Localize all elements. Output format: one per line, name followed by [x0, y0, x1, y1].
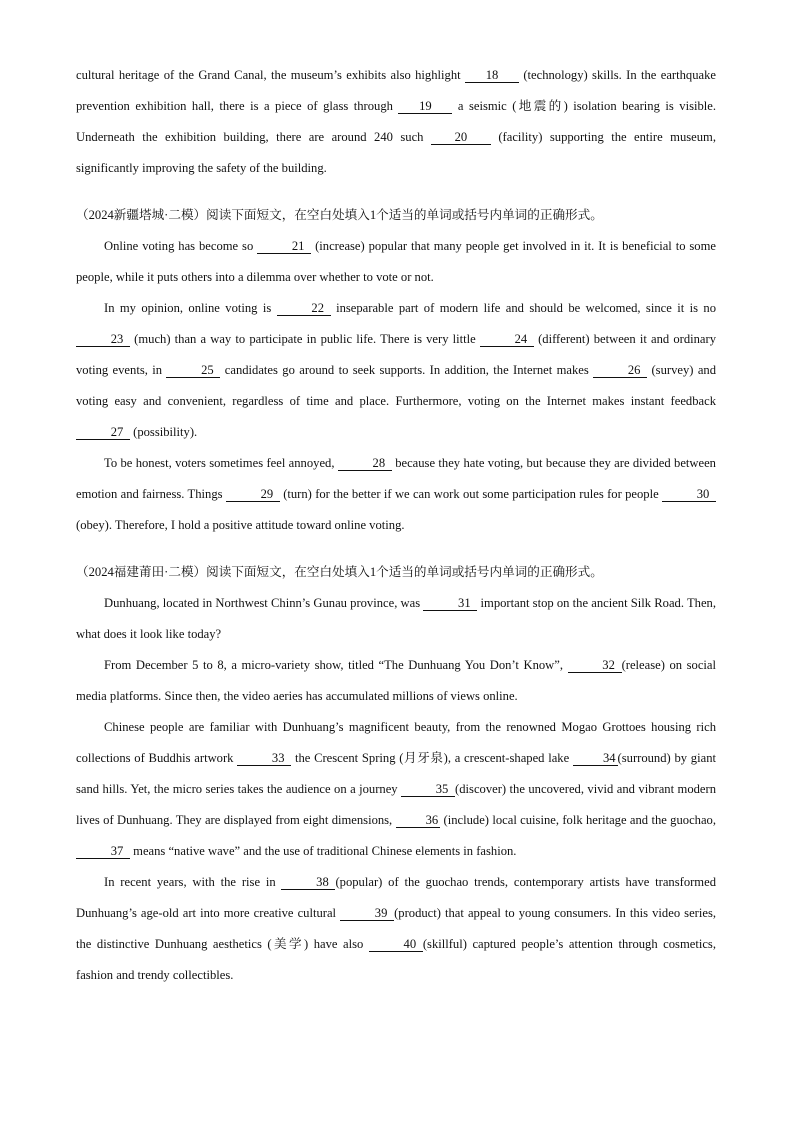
blank-26[interactable]: 26 — [593, 363, 647, 378]
blank-19[interactable]: 19 — [398, 99, 452, 114]
blank-20[interactable]: 20 — [431, 130, 491, 145]
blank-38[interactable]: 38 — [281, 875, 335, 890]
blank-34[interactable]: 34 — [573, 751, 618, 766]
blank-22[interactable]: 22 — [277, 301, 331, 316]
passage1-paragraph-1: Online voting has become so 21 (increase) popular that many people get involved in it. It is beneficial to some people, while it puts others into a dilemma over whether to vote or not. — [76, 239, 716, 284]
passage1-paragraph-2: In my opinion, online voting is 22 inseparable part of modern life and should be welcomed, since it is no 23 (much) than a way to participate in public life. There is very little 24 (different) between it and ordinary voting events, in 25 candidates go around to seek supports. In addition, the Internet makes 26 (survey) and voting easy and convenient, regardless of time and place. Furthermore, voting on the Internet makes instant feedback 27 (possibility). — [76, 301, 717, 439]
passage2-paragraph-3: Chinese people are familiar with Dunhuang’s magnificent beauty, from the renowned Mogao Grottoes housing rich collections of Buddhis artwork 33 the Crescent Spring (月牙泉), a crescent-shaped lake 34 (surround) by giant sand hills. Yet, the micro series takes the audience on a journey 35 (discover) the uncovered, vivid and vibrant modern lives of Dunhuang. They are displayed from eight dimensions, 36 (include) local cuisine, folk heritage and the guochao, 37 means “native wave” and the use of traditional Chinese elements in fashion. — [76, 720, 716, 858]
blank-36[interactable]: 36 — [396, 813, 441, 828]
passage1-heading: （2024新疆塔城·二模）阅读下面短文，在空白处填入1个适当的单词或括号内单词的正确形式。 — [76, 208, 603, 222]
blank-25[interactable]: 25 — [166, 363, 220, 378]
document-page — [76, 60, 716, 991]
blank-32[interactable]: 32 — [568, 658, 622, 673]
blank-35[interactable]: 35 — [401, 782, 455, 797]
blank-39[interactable]: 39 — [340, 906, 394, 921]
blank-27[interactable]: 27 — [76, 425, 130, 440]
blank-40[interactable]: 40 — [369, 937, 423, 952]
blank-23[interactable]: 23 — [76, 332, 130, 347]
passage0-paragraph-1: cultural heritage of the Grand Canal, the museum’s exhibits also highlight 18 (technology) skills. In the earthquake prevention exhibition hall, there is a piece of glass through 19 a seismic (地震的) isolation bearing is visible. Underneath the exhibition building, there are around 240 such 20 (facility) supporting the entire museum, significantly improving the safety of the building. — [76, 68, 716, 175]
passage2-paragraph-1: Dunhuang, located in Northwest Chinn’s Gunau province, was 31 important stop on the ancient Silk Road. Then, what does it look like today? — [76, 596, 716, 641]
blank-37[interactable]: 37 — [76, 844, 130, 859]
passage1-paragraph-3: To be honest, voters sometimes feel annoyed, 28 because they hate voting, but because they are divided between emotion and fairness. Things 29 (turn) for the better if we can work out some participation rules for people 30 (obey). Therefore, I hold a positive attitude toward online voting. — [76, 456, 716, 532]
blank-31[interactable]: 31 — [423, 596, 477, 611]
blank-30[interactable]: 30 — [662, 487, 716, 502]
blank-21[interactable]: 21 — [257, 239, 311, 254]
passage2-paragraph-4: In recent years, with the rise in 38 (popular) of the guochao trends, contemporary artists have transformed Dunhuang’s age-old art into more creative cultural 39 (product) that appeal to young consumers. In this video series, the distinctive Dunhuang aesthetics (美学) have also 40 (skillful) captured people’s attention through cosmetics, fashion and trendy collectibles. — [76, 875, 716, 982]
blank-33[interactable]: 33 — [237, 751, 291, 766]
blank-29[interactable]: 29 — [226, 487, 280, 502]
blank-18[interactable]: 18 — [465, 68, 519, 83]
blank-28[interactable]: 28 — [338, 456, 392, 471]
blank-24[interactable]: 24 — [480, 332, 534, 347]
passage2-paragraph-2: From December 5 to 8, a micro-variety show, titled “The Dunhuang You Don’t Know”, 32 (release) on social media platforms. Since then, the video aeries has accumulated millions of views online. — [76, 658, 717, 703]
passage2-heading: （2024福建莆田·二模）阅读下面短文，在空白处填入1个适当的单词或括号内单词的正确形式。 — [76, 565, 603, 579]
